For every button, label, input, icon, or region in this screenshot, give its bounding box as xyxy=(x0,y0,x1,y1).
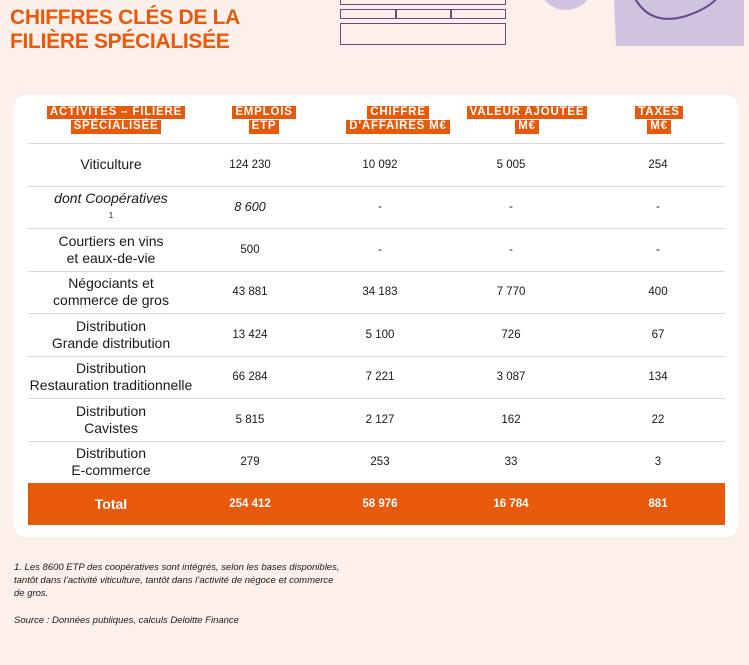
cell-valeur-ajoutee: 726 xyxy=(501,328,521,341)
cell-emplois: 8 600 xyxy=(234,200,266,215)
cell-emplois: 279 xyxy=(240,456,260,469)
row-label: Distribution Cavistes xyxy=(75,402,147,436)
row-label: Courtiers en vins et eaux-de-vie xyxy=(58,232,164,266)
row-label: Distribution Restauration traditionnelle xyxy=(29,360,193,394)
cell-emplois: 13 424 xyxy=(232,328,268,341)
cell-valeur-ajoutee: - xyxy=(509,243,513,256)
cell-taxes: 400 xyxy=(648,286,668,299)
total-emplois: 254 412 xyxy=(229,498,271,510)
table-body xyxy=(28,143,725,483)
total-taxes: 881 xyxy=(648,498,668,510)
cell-taxes: 67 xyxy=(651,328,665,341)
cell-taxes: - xyxy=(656,201,660,214)
cell-valeur-ajoutee: 5 005 xyxy=(496,158,526,171)
cell-taxes: 254 xyxy=(648,158,668,171)
cell-valeur-ajoutee: 7 770 xyxy=(496,286,526,299)
page-title-line-2: FILIÈRE SPÉCIALISÉE xyxy=(10,30,230,53)
header-valeur-ajoutee: VALEUR AJOUTÉE M€ xyxy=(462,105,592,134)
row-label: Distribution Grande distribution xyxy=(51,317,171,351)
footnote: 1. Les 8600 ETP des coopératives sont intégrés, selon les bases disponibles, tantôt dans l’activité viticulture, tantôt dans l’activité de négoce et commerce de gros. xyxy=(14,562,340,599)
cell-chiffre-affaires: 2 127 xyxy=(365,413,395,426)
abstract-shape-icon xyxy=(536,0,748,46)
page-title-line-1: CHIFFRES CLÉS DE LA xyxy=(10,6,240,29)
cell-emplois: 5 815 xyxy=(235,413,265,426)
cell-valeur-ajoutee: - xyxy=(509,201,513,214)
table-row xyxy=(28,143,725,186)
total-valeur-ajoutee: 16 784 xyxy=(493,498,529,510)
cell-valeur-ajoutee: 3 087 xyxy=(496,371,526,384)
total-row xyxy=(28,483,725,525)
cell-emplois: 43 881 xyxy=(232,286,268,299)
table-row xyxy=(28,313,725,356)
key-figures-table xyxy=(14,95,738,537)
table-row xyxy=(28,228,725,271)
cell-valeur-ajoutee: 162 xyxy=(501,413,521,426)
total-label: Total xyxy=(94,495,128,512)
cell-emplois: 124 230 xyxy=(229,158,271,171)
table-row xyxy=(28,271,725,314)
row-label: Distribution E-commerce xyxy=(71,445,151,479)
header-emplois: EMPLOIS ETP xyxy=(214,105,314,134)
header-chiffre-affaires: CHIFFRE D'AFFAIRES M€ xyxy=(330,105,466,134)
cell-chiffre-affaires: 253 xyxy=(370,456,390,469)
cell-emplois: 500 xyxy=(240,243,260,256)
cell-taxes: 22 xyxy=(651,413,665,426)
row-label: Viticulture xyxy=(80,156,142,173)
cell-chiffre-affaires: - xyxy=(378,243,382,256)
cell-taxes: - xyxy=(656,243,660,256)
row-label: dont Coopératives 1 xyxy=(28,187,194,229)
header-activites: ACTIVITÉS – FILIÈRE SPÉCIALISÉE xyxy=(28,105,204,134)
table-row xyxy=(28,356,725,399)
table-row xyxy=(28,398,725,441)
row-label: Négociants et commerce de gros xyxy=(53,275,169,309)
header-taxes: TAXES M€ xyxy=(619,105,699,134)
cell-taxes: 134 xyxy=(648,371,668,384)
cell-chiffre-affaires: 5 100 xyxy=(365,328,395,341)
total-chiffre-affaires: 58 976 xyxy=(362,498,398,510)
cell-chiffre-affaires: 10 092 xyxy=(362,158,398,171)
page-title xyxy=(10,6,240,54)
table-row xyxy=(28,441,725,484)
cell-chiffre-affaires: - xyxy=(378,201,382,214)
source-note: Source : Données publiques, calculs Deloitte Finance xyxy=(14,615,239,626)
building-illustration-icon xyxy=(340,0,508,46)
cell-chiffre-affaires: 34 183 xyxy=(362,286,398,299)
cell-emplois: 66 284 xyxy=(232,371,268,384)
footnote-marker: 1 xyxy=(108,211,114,221)
cell-chiffre-affaires: 7 221 xyxy=(365,371,395,384)
table-row xyxy=(28,186,725,229)
cell-valeur-ajoutee: 33 xyxy=(504,456,518,469)
cell-taxes: 3 xyxy=(654,456,662,469)
